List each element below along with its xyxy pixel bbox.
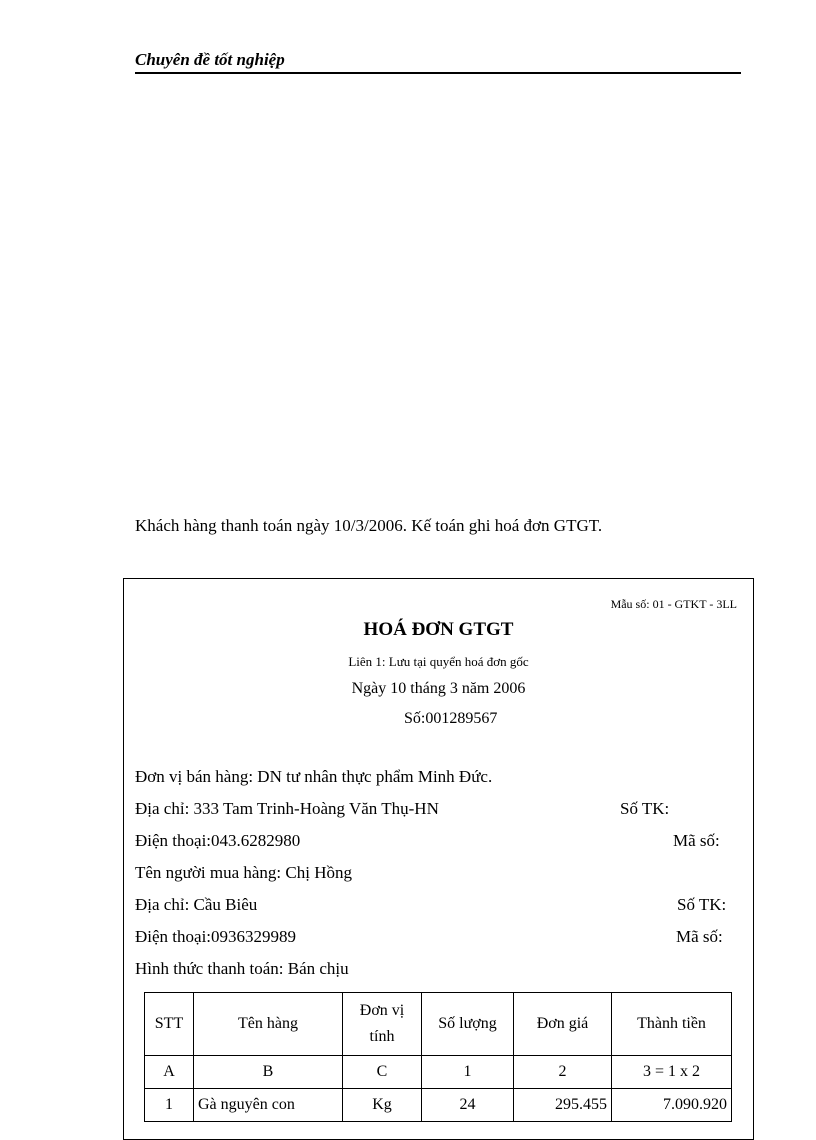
buyer-tax-code: Mã số: [676, 927, 723, 946]
table-cell: 2 [514, 1056, 612, 1089]
table-cell: 7.090.920 [612, 1089, 732, 1122]
invoice-table [144, 992, 732, 1122]
seller-phone: Điện thoại:043.6282980 [135, 831, 301, 850]
table-cell: C [343, 1056, 422, 1089]
table-cell: 1 [422, 1056, 514, 1089]
invoice-box [123, 578, 754, 1140]
buyer-name: Tên người mua hàng: Chị Hồng [135, 863, 352, 882]
col-header-item: Tên hàng [194, 993, 343, 1056]
table-code-row [145, 1056, 732, 1089]
col-header-unit: Đơn vị tính [343, 993, 422, 1056]
form-code: Mẫu số: 01 - GTKT - 3LL [610, 597, 737, 611]
table-cell: B [194, 1056, 343, 1089]
payment-method: Hình thức thanh toán: Bán chịu [135, 959, 349, 978]
col-header-amount: Thành tiền [612, 993, 732, 1056]
seller-tax-code: Mã số: [673, 831, 720, 850]
table-cell: A [145, 1056, 194, 1089]
seller-address: Địa chỉ: 333 Tam Trinh-Hoàng Văn Thụ-HN [135, 799, 439, 818]
invoice-title: HOÁ ĐƠN GTGT [363, 619, 514, 640]
invoice-number: Số:001289567 [404, 710, 498, 727]
table-row [145, 1089, 732, 1122]
table-cell: 1 [145, 1089, 194, 1122]
col-header-stt: STT [145, 993, 194, 1056]
invoice-date: Ngày 10 tháng 3 năm 2006 [351, 680, 526, 697]
col-header-price: Đơn giá [514, 993, 612, 1056]
intro-text: Khách hàng thanh toán ngày 10/3/2006. Kế toán ghi hoá đơn GTGT. [135, 516, 603, 535]
buyer-phone: Điện thoại:0936329989 [135, 927, 297, 946]
table-cell: Kg [343, 1089, 422, 1122]
seller-unit: Đơn vị bán hàng: DN tư nhân thực phẩm Minh Đức. [135, 767, 493, 786]
buyer-address: Địa chỉ: Cầu Biêu [135, 895, 258, 914]
table-cell: 295.455 [514, 1089, 612, 1122]
seller-account: Số TK: [620, 799, 670, 818]
table-header-row [145, 993, 732, 1056]
table-cell: 24 [422, 1089, 514, 1122]
page-header [135, 50, 741, 74]
table-cell: Gà nguyên con [194, 1089, 343, 1122]
table-cell: 3 = 1 x 2 [612, 1056, 732, 1089]
col-header-qty: Số lượng [422, 993, 514, 1056]
buyer-account: Số TK: [677, 895, 727, 914]
copy-note: Liên 1: Lưu tại quyển hoá đơn gốc [348, 654, 529, 669]
header-title: Chuyên đề tốt nghiệp [135, 50, 285, 69]
